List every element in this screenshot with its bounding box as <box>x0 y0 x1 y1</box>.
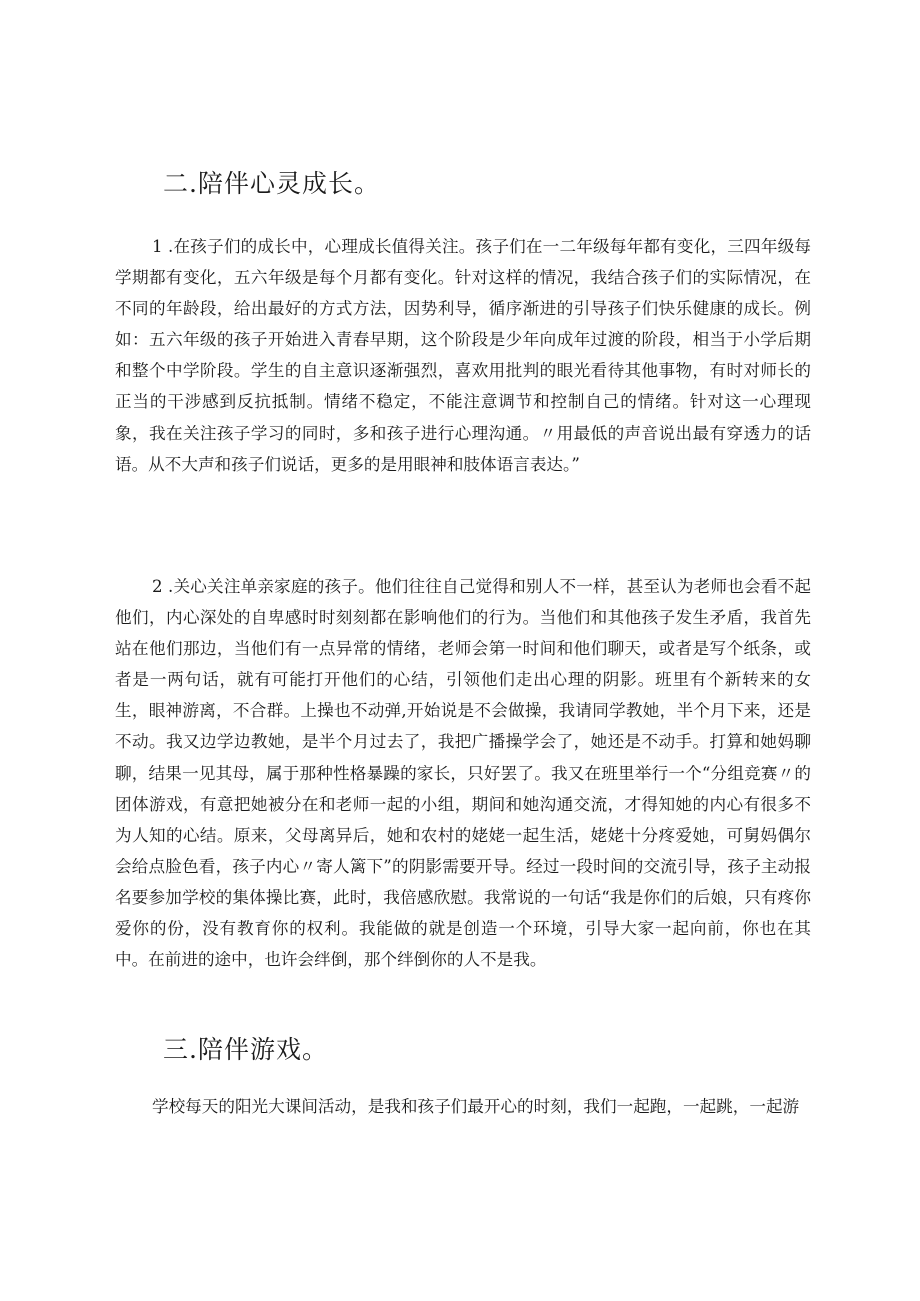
paragraph-3: 学校每天的阳光大课间活动，是我和孩子们最开心的时刻，我们一起跑，一起跳，一起游 <box>152 1097 800 1116</box>
section-heading-2: 二.陪伴心灵成长。 <box>163 169 380 198</box>
paragraph-1: 1 .在孩子们的成长中，心理成长值得关注。孩子们在一二年级每年都有变化，三四年级每学期都有变化，五六年级是每个月都有变化。针对这样的情况，我结合孩子们的实际情况，在不同的年龄段，给出最好的方式方法，因势利导，循序渐进的引导孩子们快乐健康的成长。例如：五六年级的孩子开始进入青春早期，这个阶段是少年向成年过渡的阶段，相当于小学后期和整个中学阶段。学生的自主意识逐渐强烈，喜欢用批判的眼光看待其他事物，有时对师长的正当的干涉感到反抗抵制。情绪不稳定，不能注意调节和控制自己的情绪。针对这一心理现象，我在关注孩子学习的同时，多和孩子进行心理沟通。〃用最低的声音说出最有穿透力的话语。从不大声和孩子们说话，更多的是用眼神和肢体语言表达。” <box>115 237 811 474</box>
section-heading-3: 三.陪伴游戏。 <box>163 1035 328 1064</box>
paragraph-2: 2 .关心关注单亲家庭的孩子。他们往往自己觉得和别人不一样，甚至认为老师也会看不起他们，内心深处的自卑感时时刻刻都在影响他们的行为。当他们和其他孩子发生矛盾，我首先站在他们那边，当他们有一点异常的情绪，老师会第一时间和他们聊天，或者是写个纸条，或者是一两句话，就有可能打开他们的心结，引领他们走出心理的阴影。班里有个新转来的女生，眼神游离，不合群。上操也不动弹,开始说是不会做操，我请同学教她，半个月下来，还是不动。我又边学边教她，是半个月过去了，我把广播操学会了，她还是不动手。打算和她妈聊聊，结果一见其母，属于那种性格暴躁的家长，只好罢了。我又在班里举行一个“分组竞赛〃的团体游戏，有意把她被分在和老师一起的小组，期间和她沟通交流，才得知她的内心有很多不为人知的心结。原来，父母离异后，她和农村的姥姥一起生活，姥姥十分疼爱她，可舅妈偶尔会给点脸色看，孩子内心〃寄人篱下”的阴影需要开导。经过一段时间的交流引导，孩子主动报名要参加学校的集体操比赛，此时，我倍感欣慰。我常说的一句话“我是你们的后娘，只有疼你爱你的份，没有教育你的权利。我能做的就是创造一个环境，引导大家一起向前，你也在其中。在前进的途中，也许会绊倒，那个绊倒你的人不是我。 <box>115 577 811 970</box>
